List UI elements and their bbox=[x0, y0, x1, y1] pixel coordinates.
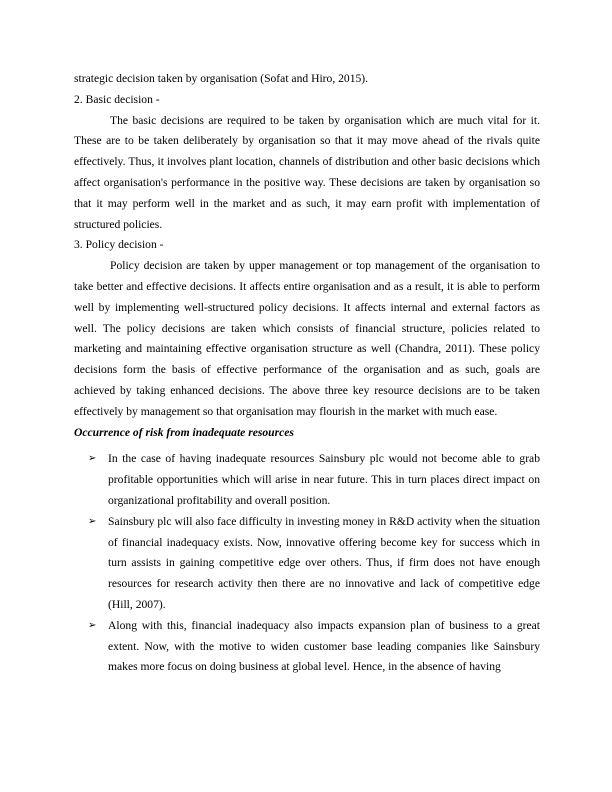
document-page bbox=[74, 69, 540, 678]
section-title-policy-decision: 3. Policy decision - bbox=[74, 238, 164, 252]
list-item bbox=[74, 512, 540, 616]
risk-bullet-list bbox=[74, 449, 540, 678]
arrow-bullet-icon: ➢ bbox=[88, 515, 97, 527]
arrow-bullet-icon: ➢ bbox=[88, 619, 97, 631]
section-title-basic-decision: 2. Basic decision - bbox=[74, 92, 160, 106]
risk-heading: Occurrence of risk from inadequate resources bbox=[74, 425, 294, 439]
list-item bbox=[74, 449, 540, 511]
list-item bbox=[74, 616, 540, 678]
paragraph-policy-decision: Policy decision are taken by upper management or top management of the organisation to take better and effective decisions. It affects entire organisation and as a result, it is able to perform well by implementing well-structured policy decisions. It affects internal and external factors as well. The policy decisions are taken which consists of financial structure, policies related to marketing and maintaining effective organisation structure as well (Chandra, 2011). These policy decisions form the basis of effective performance of the organisation and as such, goals are achieved by taking enhanced decisions. The above three key resource decisions are to be taken effectively by management so that organisation may flourish in the market with much ease. bbox=[74, 259, 540, 418]
bullet-text: Along with this, financial inadequacy also impacts expansion plan of business to a great extent. Now, with the motive to widen customer base leading companies like Sainsbury makes more focus on doing business at global level. Hence, in the absence of having bbox=[108, 618, 540, 674]
bullet-text: In the case of having inadequate resources Sainsbury plc would not become able to grab profitable opportunities which will arise in near future. This in turn places direct impact on organizational profitability and overall position. bbox=[108, 452, 540, 507]
paragraph-basic-decision: The basic decisions are required to be taken by organisation which are much vital for it. These are to be taken deliberately by organisation so that it may move ahead of the rivals quite effectively. Thus, it involves plant location, channels of distribution and other basic decisions which affect organisation's performance in the positive way. These decisions are taken by organisation so that it may perform well in the market and as such, it may earn profit with implementation of structured policies. bbox=[74, 113, 540, 231]
intro-line: strategic decision taken by organisation (Sofat and Hiro, 2015). bbox=[74, 72, 369, 85]
arrow-bullet-icon: ➢ bbox=[88, 453, 97, 465]
bullet-text: Sainsbury plc will also face difficulty in investing money in R&D activity when the situation of financial inadequacy exists. Now, innovative offering become key for success which in turn assists in gaining competitive edge over others. Thus, if firm does not have enough resources for research activity then there are no innovative and lack of competitive edge (Hill, 2007). bbox=[108, 514, 540, 611]
